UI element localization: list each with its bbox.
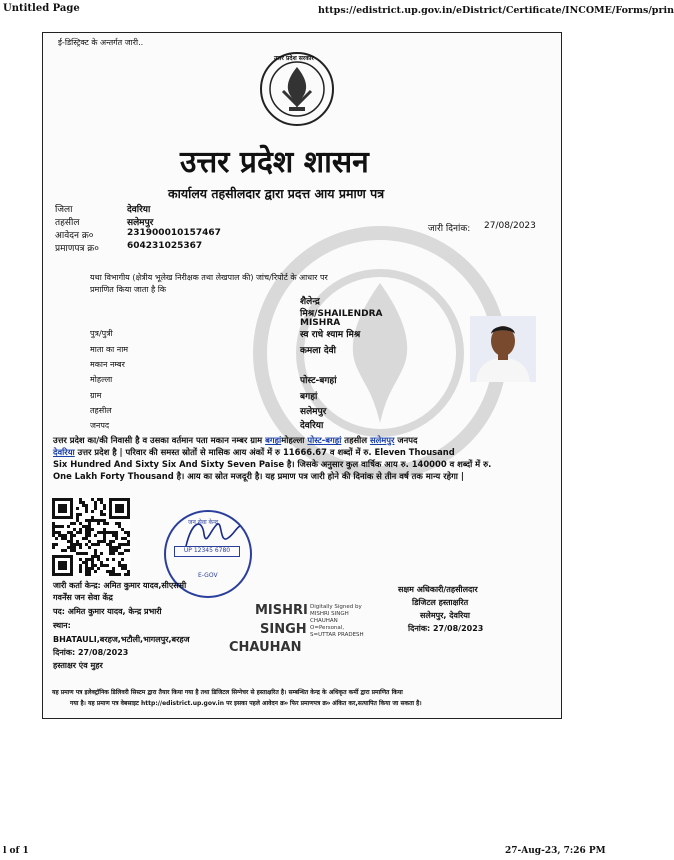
detail-label-house-no: मकान नम्बर	[90, 360, 125, 369]
income-paragraph-line-3: Six Hundred And Sixty Six And Sixty Seven Paise है। जिसके अनुसार कुल वार्षिक आय रु. 140000 व शब्दों में रु.	[53, 459, 492, 469]
seal-bottom-text: E-GOV	[198, 572, 218, 579]
detail-label-village: ग्राम	[90, 391, 102, 400]
income-paragraph-line-1: उत्तर प्रदेश का/की निवासी है व उसका वर्तमान पता मकान नम्बर ग्राम बगहांमोहल्ला पोस्ट-बगहां तहसील सलेमपुर जनपद	[53, 435, 418, 445]
address-tehsil-link: सलेमपुर	[369, 435, 395, 445]
field-value-certificate-no: 604231025367	[127, 241, 203, 251]
detail-label-locality: मोहल्ला	[90, 375, 113, 384]
income-paragraph-line-4: One Lakh Forty Thousand है। आय का स्रोत मजदूरी है। यह प्रमाण पत्र जारी होने की दिनांक से तीन वर्ष तक मान्य रहेगा |	[53, 471, 464, 481]
qr-code-icon	[52, 498, 130, 576]
emblem-text: उत्तर प्रदेश सरकार	[274, 55, 314, 62]
issuer-line-4: स्थान:	[53, 621, 71, 630]
detail-label-tehsil: तहसील	[90, 406, 112, 415]
print-timestamp: 27-Aug-23, 7:26 PM	[505, 846, 606, 856]
print-page-count: l of 1	[3, 846, 29, 856]
print-page-title: Untitled Page	[3, 3, 80, 14]
issuer-line-2: गवर्नेंस जन सेवा केंद्र	[53, 593, 113, 602]
authority-date: दिनांक: 27/08/2023	[408, 624, 484, 633]
authority-line-2: डिजिटल हस्ताक्षरित	[412, 598, 469, 607]
issuer-line-3: पद: अमित कुमार यादव, केन्द्र प्रभारी	[53, 607, 162, 616]
issuer-date: दिनांक: 27/08/2023	[53, 648, 129, 657]
footer-note-line-2: गया है। यह प्रमाण पत्र वेबसाइट http://edistrict.up.gov.in पर इसका पहले आवेदन क्र० फिर प्रमाणपत्र क्र० अंकित कर,सत्यापित किया जा सकता है।	[70, 700, 422, 707]
digital-signer-name-3: CHAUHAN	[229, 640, 302, 655]
detail-label-mother: माता का नाम	[90, 345, 129, 354]
certificate-subtitle: कार्यालय तहसीलदार द्वारा प्रदत्त आय प्रमाण पत्र	[168, 186, 385, 201]
detail-value-parent: स्व राधे श्याम मिश्र	[300, 330, 361, 340]
detail-value-district: देवरिया	[300, 421, 324, 431]
detail-value-tehsil: सलेमपुर	[300, 407, 327, 417]
digital-signer-name-2: SINGH	[260, 622, 307, 637]
footer-note-line-1: यह प्रमाण पत्र इलेक्ट्रॉनिक डिलिवरी सिस्टम द्वारा तैयार किया गया है तथा डिजिटल सिग्नेचर से हस्ताक्षरित है। सम्बन्धित केन्द्र के अधिकृत कर्मी द्वारा प्रमाणित किया	[52, 689, 403, 696]
holder-name-english-2: MISHRA	[300, 318, 341, 328]
issue-date-label: जारी दिनांक:	[428, 224, 471, 234]
detail-label-district: जनपद	[90, 421, 110, 430]
detail-value-locality: पोस्ट-बगहां	[300, 376, 337, 386]
issuer-sign-label: हस्ताक्षर एंव मुहर	[53, 661, 103, 670]
seal-code: UP 12345 6780	[174, 546, 240, 557]
field-label-certificate-no: प्रमाणपत्र क्र०	[55, 244, 99, 254]
field-value-application-no: 231900010157467	[127, 228, 221, 238]
up-emblem-icon	[259, 51, 335, 127]
field-label-application-no: आवेदन क्र०	[55, 231, 94, 241]
holder-name-hindi: शैलेन्द्र	[300, 297, 320, 307]
authority-line-1: सक्षम अधिकारी/तहसीलदार	[398, 585, 478, 594]
seal-top-text: जन सेवा केन्द्र	[188, 519, 219, 526]
holder-photo	[470, 316, 536, 382]
detail-label-parent: पुत्र/पुत्री	[90, 329, 113, 338]
intro-line-1: यथा विभागीय (क्षेत्रीय भूलेख निरीक्षक तथा लेखपाल की) जांच/रिपोर्ट के आधार पर	[90, 273, 328, 282]
digital-signer-name-1: MISHRI	[255, 603, 308, 618]
issuer-line-1: जारी कर्ता केन्द्र: अमित कुमार यादव,सीएससी	[53, 581, 187, 590]
issuer-signature-icon	[182, 516, 242, 556]
holder-name-english-1: मिश्र/SHAILENDRA	[300, 309, 383, 319]
field-label-tehsil: तहसील	[55, 218, 80, 228]
field-value-tehsil: सलेमपुर	[127, 218, 154, 228]
authority-line-3: सलेमपुर, देवरिया	[420, 611, 471, 620]
issuer-line-5: BHATAULI,बरहज,भटौली,भागलपुर,बरहज	[53, 635, 190, 644]
income-paragraph-line-2: देवरिया उत्तर प्रदेश है | परिवार की समस्त स्रोतों से मासिक आय अंकों में रु 11666.67 व शब्दों में रु. Eleven Thousand	[53, 447, 455, 457]
intro-line-2: प्रमाणित किया जाता है कि	[90, 285, 167, 294]
address-village-link: बगहां	[265, 435, 282, 445]
detail-value-mother: कमला देवी	[300, 346, 336, 356]
issue-date: 27/08/2023	[484, 221, 536, 231]
certificate-title: उत्तर प्रदेश शासन	[180, 145, 369, 180]
print-url: https://edistrict.up.gov.in/eDistrict/Certificate/INCOME/Forms/prin	[318, 5, 674, 16]
field-label-district: जिला	[55, 205, 73, 215]
address-locality-link: पोस्ट-बगहां	[307, 435, 342, 445]
detail-value-village: बगहां	[300, 392, 318, 402]
top-note: ई-डिस्ट्रिक्ट के अन्तर्गत जारी..	[58, 38, 144, 47]
digital-signature-details: Digitally Signed by MISHRI SINGH CHAUHAN O=Personal, S=UTTAR PRADESH	[310, 604, 364, 638]
address-district-link: देवरिया	[53, 447, 75, 457]
field-value-district: देवरिया	[127, 205, 151, 215]
